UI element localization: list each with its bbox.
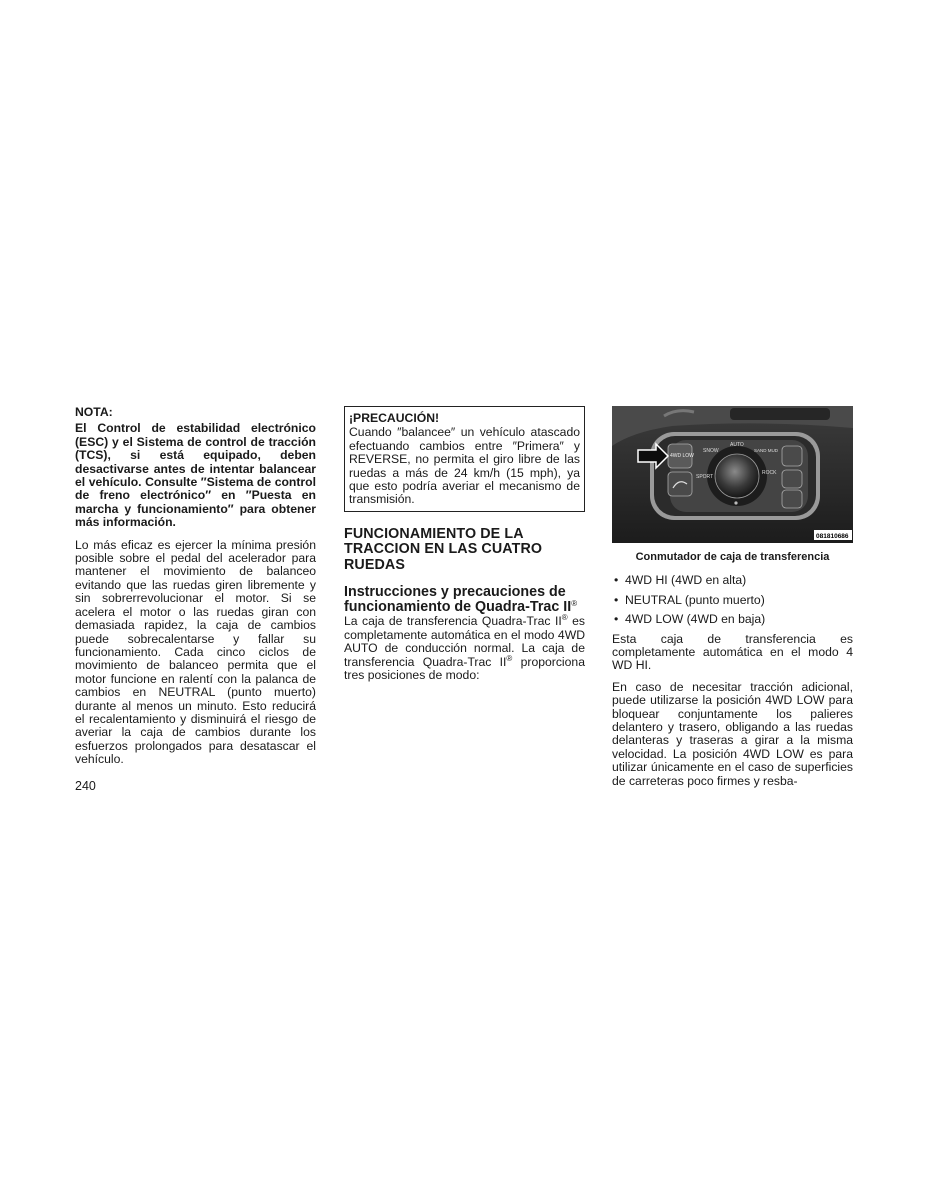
transfer-case-switch-illustration (612, 406, 853, 543)
rocking-paragraph: Lo más eficaz es ejercer la mínima presión posible sobre el pedal del acelerador para mantener el movimiento de balanceo evitando que las ruedas giren libremente y sin sobrerrevolucionar el motor. Si se acelera el motor o las ruedas giran con demasiada rapidez, la caja de cambios puede sobrecalentarse y fallar su funcionamiento. Cada cinco ciclos de movimiento de balanceo permita que el motor funcione en ralentí con la palanca de cambios en NEUTRAL (punto muerto) durante al menos un minuto. Esto reducirá el recalentamiento y disminuirá el riesgo de averiar la caja de cambios durante los esfuerzos prolongados para desatascar el vehículo. (75, 537, 316, 767)
bullet-icon: • (614, 573, 619, 588)
column-middle (344, 406, 585, 682)
mode-4wd-hi: 4WD HI (4WD en alta) (625, 573, 747, 588)
knob-label-sand-mud: SAND MUD (754, 448, 779, 453)
transfer-case-switch-photo (612, 406, 853, 543)
subsection-body-part2: es completamente automática en el modo 4WD AUTO de conducción normal. La caja de transferencia Quadra-Trac II (344, 614, 585, 669)
registered-mark: ® (561, 613, 568, 623)
traction-paragraph: En caso de necesitar tracción adicional, puede utilizarse la posición 4WD LOW para bloquear conjuntamente los palieres delantero y trasero, obligando a las ruedas delanteras y traseras a girar a la misma velocidad. La posición 4WD LOW es para utilizar únicamente en el caso de superficies de carreteras poco firmes y resba- (612, 679, 853, 788)
caution-body: Cuando ″balancee″ un vehículo atascado efectuando cambios entre ″Primera″ y REVERSE, no permita el giro libre de las ruedas a más de 24 km/h (15 mph), ya que esto podría averiar el mecanismo de transmisión. (349, 425, 580, 507)
figure-caption: Conmutador de caja de transferencia (635, 551, 830, 563)
automatic-paragraph: Esta caja de transferencia es completamente automática en el modo 4 WD HI. (612, 631, 853, 673)
caution-title: ¡PRECAUCIÓN! (349, 411, 440, 425)
mode-neutral: NEUTRAL (punto muerto) (625, 592, 765, 607)
knob-label-sport: SPORT (696, 474, 714, 480)
subsection-body-part3: proporciona tres posiciones de modo: (344, 654, 585, 682)
registered-mark: ® (506, 653, 513, 663)
button-label-4wd-low: 4WD LOW (670, 453, 694, 459)
bullet-icon: • (614, 592, 619, 607)
column-left (75, 406, 316, 767)
subsection-heading-text: Instrucciones y precauciones de funcionamiento de Quadra-Trac II (344, 584, 572, 616)
registered-mark: ® (571, 599, 578, 609)
list-item (612, 594, 853, 607)
knob-label-snow: SNOW (703, 448, 719, 454)
list-item (612, 613, 853, 626)
subsection-heading (344, 585, 585, 615)
section-heading: FUNCIONAMIENTO DE LA TRACCION EN LAS CUATRO RUEDAS (344, 525, 543, 573)
column-right (612, 406, 853, 796)
list-item (612, 574, 853, 587)
caution-box (344, 406, 585, 512)
bullet-icon: • (614, 612, 619, 627)
subsection-body-part1: La caja de transferencia Quadra-Trac II (344, 614, 562, 629)
knob-label-auto: AUTO (730, 442, 744, 448)
page-number: 240 (75, 779, 96, 793)
knob-label-rock: ROCK (762, 470, 777, 476)
mode-4wd-low: 4WD LOW (4WD en baja) (625, 612, 766, 627)
subsection-body (344, 615, 585, 682)
note-title: NOTA: (75, 405, 113, 419)
modes-list (612, 574, 853, 626)
image-code: 081810686 (816, 533, 849, 540)
note-body: El Control de estabilidad electrónico (ESC) y el Sistema de control de tracción (TCS), si está equipado, deben desactivarse antes de intentar balancear el vehículo. Consulte ″Sistema de control de freno electrónico″ en ″Puesta en marcha y funcionamiento″ para obtener más información. (75, 421, 316, 530)
